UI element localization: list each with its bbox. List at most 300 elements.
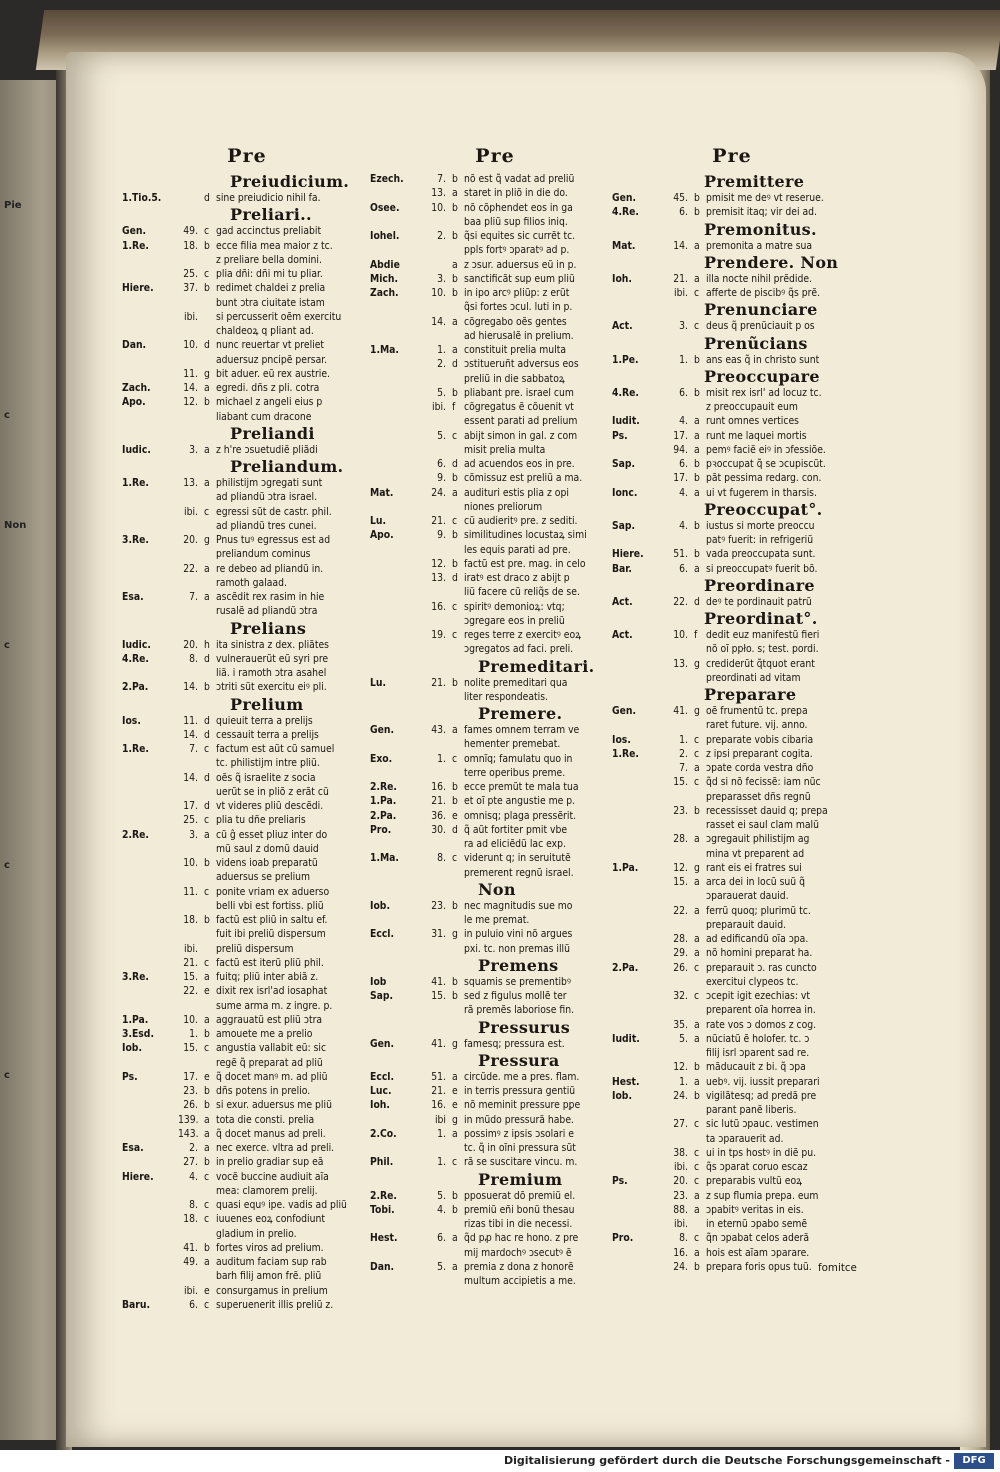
section-letter: b [694, 1260, 700, 1273]
section-letter: a [204, 1013, 210, 1026]
section-letter: c [694, 1175, 700, 1188]
chapter-number: 2. [437, 358, 446, 371]
chapter-number [178, 576, 204, 590]
chapter-number: 19. [431, 629, 446, 641]
book-reference: Eccl. [370, 928, 395, 941]
chapter-number: 2. [189, 1142, 198, 1154]
quotation-text: niones preliorum [464, 500, 543, 513]
book-reference [122, 1284, 178, 1298]
section-letter: a [204, 443, 210, 456]
section-letter: f [452, 401, 456, 413]
chapter-number: 6. [679, 206, 688, 219]
chapter-number: 35. [673, 1018, 688, 1031]
quotation-text: superuenerit illis preliũ z. [216, 1298, 334, 1311]
entry-heading: Preliandum. [230, 457, 344, 476]
book-reference [612, 471, 668, 485]
concordance-line [370, 1203, 620, 1217]
entry-heading: Non [478, 879, 516, 899]
chapter-number [178, 1227, 204, 1241]
book-reference [122, 547, 178, 561]
quotation-text: ɔtriti sũt exercitu eiꝰ pli. [216, 681, 327, 694]
section-letter: d [204, 728, 210, 741]
chapter-number: 12. [673, 861, 688, 874]
section-letter: c [694, 733, 700, 746]
book-reference [122, 813, 178, 827]
book-reference: Bar. [612, 562, 632, 575]
section-letter: c [694, 1146, 700, 1159]
concordance-line [122, 296, 372, 310]
quotation-text: tc. q̃ in oĩni pressura sũt [464, 1142, 576, 1154]
book-reference [612, 400, 668, 414]
section-letter [694, 889, 706, 903]
entry-heading: Preoccupare [704, 366, 820, 386]
quotation-text: preliandum cominus [216, 548, 311, 561]
chapter-number: 26. [183, 1099, 198, 1112]
quotation-text: preliũ in die sabbatoꝝ [464, 372, 565, 385]
quotation-text: ɔgregare eos in preliũ [464, 614, 565, 627]
section-letter: b [204, 396, 210, 409]
chapter-number [178, 191, 204, 205]
section-letter [204, 1184, 216, 1198]
section-letter: c [694, 1161, 700, 1173]
section-letter: a [204, 562, 210, 575]
section-letter [694, 1046, 706, 1060]
running-head: Pre [227, 145, 267, 167]
book-reference: Hest. [370, 1232, 398, 1245]
concordance-line [122, 856, 372, 870]
book-reference [370, 737, 426, 751]
section-letter: b [694, 192, 700, 204]
section-letter: a [452, 258, 458, 271]
book-reference [612, 671, 668, 685]
section-letter [452, 543, 464, 557]
section-letter [204, 942, 216, 956]
section-letter: a [204, 1113, 210, 1126]
concordance-line [370, 1141, 620, 1155]
book-reference: Abdie [370, 258, 400, 271]
section-letter: b [452, 201, 458, 214]
book-reference: 2.Co. [370, 1127, 397, 1140]
quotation-text: fortes viros ad prelium. [216, 1241, 324, 1254]
quotation-text: pemꝰ faciẽ eiꝰ in ɔfessiõe. [706, 443, 826, 456]
chapter-number [426, 942, 452, 956]
section-letter: b [694, 386, 700, 399]
section-letter: b [452, 173, 458, 185]
concordance-line [612, 562, 852, 576]
chapter-number: 6. [679, 386, 688, 399]
chapter-number [668, 1003, 694, 1017]
book-reference: Pro. [370, 823, 392, 836]
chapter-number: ibi. [184, 1284, 198, 1297]
concordance-line [612, 775, 852, 789]
section-letter: d [452, 823, 458, 836]
book-reference: Gen. [122, 225, 147, 238]
quotation-text: z sup flumia prepa. eum [706, 1189, 819, 1202]
chapter-number [426, 500, 452, 514]
chapter-number [178, 1269, 204, 1283]
chapter-number: 1. [437, 1127, 446, 1140]
book-reference [122, 870, 178, 884]
book-reference: Sap. [370, 990, 394, 1002]
chapter-number: 36. [431, 809, 446, 822]
section-letter: b [452, 557, 458, 570]
quotation-text: in ipo arcꝰ pliũp: z erũt [464, 287, 570, 299]
concordance-line [612, 1132, 852, 1146]
chapter-number [178, 842, 204, 856]
section-letter: b [452, 386, 458, 399]
concordance-line [122, 590, 372, 604]
section-letter [694, 642, 706, 656]
section-letter: c [204, 505, 210, 518]
concordance-line [370, 1113, 620, 1127]
concordance-line [612, 733, 852, 747]
book-reference [122, 899, 178, 913]
section-letter [204, 927, 216, 941]
section-letter: a [694, 429, 700, 442]
section-letter: a [694, 876, 700, 888]
section-letter: b [694, 472, 700, 485]
quotation-text: si preoccupatꝰ fuerit bõ. [706, 562, 818, 575]
book-reference [122, 253, 178, 267]
section-letter [204, 1269, 216, 1283]
concordance-line [612, 657, 852, 671]
quotation-text: nunc reuertar vt preliet [216, 339, 325, 352]
section-letter: d [204, 339, 210, 352]
book-reference [122, 666, 178, 680]
chapter-number: 88. [673, 1203, 688, 1216]
quotation-text: abijt simon in gal. z com [464, 429, 578, 442]
concordance-line [122, 1255, 372, 1269]
chapter-number [178, 547, 204, 561]
quotation-text: sine preiudicio nihil fa. [216, 192, 321, 204]
chapter-number: 17. [183, 1070, 198, 1083]
section-letter: c [204, 1298, 210, 1311]
concordance-line [122, 1170, 372, 1184]
quotation-text: fuitq; pliũ inter abiã z. [216, 971, 319, 983]
concordance-line [612, 628, 852, 642]
concordance-line [122, 1027, 372, 1041]
concordance-line [612, 1260, 852, 1274]
section-letter: c [694, 747, 700, 760]
chapter-number: 27. [183, 1156, 198, 1169]
section-letter: a [694, 239, 700, 252]
book-reference: 3.Re. [122, 534, 149, 546]
quotation-text: et oĩ pte angustie me p. [464, 795, 576, 808]
chapter-number [178, 999, 204, 1013]
book-reference [122, 728, 178, 742]
concordance-line [370, 258, 620, 272]
chapter-number: 4. [189, 1170, 198, 1183]
concordance-line [122, 638, 372, 652]
quotation-text: ɔpabitꝰ veritas in eis. [706, 1203, 804, 1216]
concordance-line [612, 818, 852, 832]
quotation-text: raret future. vij. anno. [706, 719, 808, 732]
quotation-text: mũ saul z domũ dauid [216, 842, 319, 855]
concordance-line [612, 861, 852, 875]
chapter-number: 41. [431, 1037, 446, 1050]
concordance-line [370, 942, 620, 956]
section-letter: b [204, 1085, 210, 1097]
quotation-text: belli vbi est fortiss. pliũ [216, 899, 324, 912]
concordance-line [612, 847, 852, 861]
chapter-number: ibi. [432, 401, 446, 413]
concordance-line [370, 690, 620, 704]
quotation-text: q̃s ɔparat coruo escaz [706, 1161, 808, 1173]
quotation-text: afferte de piscibꝰ q̃s prẽ. [706, 287, 821, 299]
book-reference: Esa. [122, 1142, 144, 1154]
concordance-line [370, 1070, 620, 1084]
concordance-line [612, 286, 852, 300]
quotation-text: rizas tibi in die necessi. [464, 1218, 573, 1230]
book-reference [612, 1217, 668, 1231]
quotation-text: ɔcepit igit ezechias: vt [706, 990, 810, 1002]
entry-heading: Prenunciare [704, 300, 818, 320]
quotation-text: pliabant pre. israel cum [464, 386, 574, 399]
quotation-text: pmisit me deꝰ vt reserue. [706, 192, 824, 204]
book-reference [612, 1060, 668, 1074]
section-letter [204, 310, 216, 324]
quotation-text: deus q̃ prenũciauit p os [706, 320, 815, 333]
section-letter [694, 400, 706, 414]
chapter-number [668, 642, 694, 656]
section-letter: a [694, 415, 700, 428]
section-letter [694, 790, 706, 804]
chapter-number: 9. [437, 529, 446, 542]
section-letter: a [204, 382, 210, 394]
section-letter [452, 443, 464, 457]
book-reference: Iudic. [122, 638, 151, 651]
concordance-line [612, 718, 852, 732]
quotation-text: baa pliũ sup filios iniq. [464, 215, 568, 228]
section-letter: d [204, 800, 210, 812]
concordance-line [612, 547, 852, 561]
section-letter: e [204, 1070, 210, 1083]
chapter-number: 3. [189, 828, 198, 841]
section-letter: a [694, 1189, 700, 1202]
book-reference: 1.Re. [612, 747, 639, 760]
book-reference [122, 1155, 178, 1169]
quotation-text: iuuenes eoꝝ confodiunt [216, 1213, 326, 1226]
book-reference [370, 1003, 426, 1017]
chapter-number: 22. [183, 985, 198, 998]
chapter-number: 20. [183, 534, 198, 546]
chapter-number [426, 543, 452, 557]
book-reference [122, 562, 178, 576]
concordance-line [370, 899, 620, 913]
concordance-line [612, 671, 852, 685]
book-reference [122, 1113, 178, 1127]
concordance-line [122, 652, 372, 666]
section-letter: b [452, 975, 458, 988]
quotation-text: consurgamus in prelium [216, 1284, 328, 1297]
book-reference [612, 1160, 668, 1174]
book-reference: Exo. [370, 752, 393, 765]
chapter-number: 18. [183, 914, 198, 926]
chapter-number: ibi. [674, 1161, 688, 1173]
chapter-number: 4. [437, 1203, 446, 1216]
book-reference [612, 1132, 668, 1146]
concordance-line [370, 585, 620, 599]
concordance-line [370, 543, 620, 557]
book-reference: 1.Ma. [370, 852, 399, 865]
chapter-number: ibi. [674, 1218, 688, 1230]
concordance-line [122, 1084, 372, 1098]
book-reference: Apo. [122, 396, 146, 409]
concordance-line [370, 429, 620, 443]
concordance-line [122, 239, 372, 253]
entry-heading: Preliari.. [230, 205, 312, 225]
book-reference [122, 267, 178, 281]
section-letter [694, 533, 706, 547]
concordance-line [370, 243, 620, 257]
chapter-number [426, 866, 452, 880]
section-letter: c [452, 429, 458, 442]
chapter-number: 7. [437, 173, 446, 185]
book-reference [122, 927, 178, 941]
quotation-text: sanctificãt sup eum pliũ [464, 272, 575, 285]
chapter-number: 30. [431, 823, 446, 836]
concordance-line [612, 1146, 852, 1160]
quotation-text: mina vt preparent ad [706, 847, 805, 860]
chapter-number: ibi. [184, 310, 198, 323]
section-letter [204, 353, 216, 367]
quotation-text: cõgregatus ẽ cõuenit vt [464, 401, 574, 413]
chapter-number: 7. [189, 591, 198, 603]
quotation-text: similitudines locustaꝝ simi [464, 529, 587, 542]
section-letter [452, 1246, 464, 1260]
quotation-text: q̃ docet manus ad preli. [216, 1127, 326, 1140]
section-letter: c [452, 1156, 458, 1169]
book-reference: 2.Pa. [612, 961, 639, 974]
section-letter [204, 410, 216, 424]
chapter-number: 21. [431, 515, 446, 527]
book-reference [612, 1146, 668, 1160]
concordance-line [122, 714, 372, 728]
quotation-text: in terris pressura gentiũ [464, 1085, 576, 1097]
book-reference [122, 1212, 178, 1226]
chapter-number: 15. [673, 776, 688, 789]
book-reference: Ios. [612, 733, 631, 746]
concordance-line [122, 562, 372, 576]
quotation-text: si exur. aduersus me pliũ [216, 1099, 332, 1112]
quotation-text: nõ meminit pressure pꝑe [464, 1099, 581, 1112]
quotation-text: tc. philistijm intre pliũ. [216, 757, 320, 770]
concordance-line [370, 780, 620, 794]
concordance-line [122, 885, 372, 899]
chapter-number: 1. [679, 1075, 688, 1088]
book-reference: Iob. [612, 1089, 632, 1102]
concordance-line [370, 1084, 620, 1098]
chapter-number: 15. [673, 876, 688, 888]
book-reference [122, 1127, 178, 1141]
quotation-text: ferrũ quoq; plurimũ tc. [706, 904, 811, 917]
concordance-line [122, 267, 372, 281]
quotation-text: q̃ docet manꝰ m. ad pliũ [216, 1070, 328, 1083]
book-reference: Iob [370, 975, 387, 988]
book-reference [122, 842, 178, 856]
chapter-number: 2. [437, 230, 446, 242]
chapter-number [668, 1132, 694, 1146]
book-reference: Zach. [122, 382, 151, 394]
chapter-number [178, 899, 204, 913]
book-reference [122, 956, 178, 970]
concordance-line [122, 680, 372, 694]
concordance-line [122, 395, 372, 409]
book-reference [122, 410, 178, 424]
chapter-number: 18. [183, 1213, 198, 1226]
quotation-text: preparauit ɔ. ras cuncto [706, 961, 817, 974]
section-letter: a [204, 477, 210, 489]
section-letter: a [694, 486, 700, 499]
book-reference [370, 942, 426, 956]
chapter-number: 3. [189, 443, 198, 456]
book-reference [122, 799, 178, 813]
concordance-line [122, 666, 372, 680]
section-letter [452, 766, 464, 780]
book-reference [370, 471, 426, 485]
chapter-number [178, 1184, 204, 1198]
concordance-line [370, 766, 620, 780]
chapter-number [178, 490, 204, 504]
book-reference: Ios. [122, 714, 141, 727]
quotation-text: exercitui clypeos tc. [706, 975, 799, 988]
book-reference [612, 761, 668, 775]
chapter-number: 13. [431, 187, 446, 200]
chapter-number: 7. [679, 762, 688, 774]
quotation-text: audituri estis plia z opi [464, 486, 569, 499]
book-reference [370, 215, 426, 229]
section-letter [694, 1003, 706, 1017]
entry-heading: Premonitus. [704, 219, 817, 239]
left-page-text: c [4, 640, 10, 651]
concordance-line [612, 414, 852, 428]
concordance-line [370, 851, 620, 865]
section-letter [204, 253, 216, 267]
chapter-number: 38. [673, 1146, 688, 1159]
chapter-number: 9. [437, 472, 446, 485]
book-reference: Hiere. [122, 282, 154, 295]
quotation-text: premerent regnũ israel. [464, 866, 574, 879]
quotation-text: viderunt q; in seruitutẽ [464, 852, 571, 865]
quotation-text: nec exerce. vltra ad preli. [216, 1142, 335, 1154]
chapter-number: 24. [673, 1260, 688, 1273]
book-reference [612, 847, 668, 861]
concordance-line [122, 956, 372, 970]
section-letter [452, 913, 464, 927]
section-letter [452, 1217, 464, 1231]
concordance-line [122, 353, 372, 367]
quotation-text: ascẽdit rex rasim in hie [216, 591, 325, 603]
quotation-text: sume arma m. z ingre. p. [216, 999, 333, 1012]
chapter-number: 29. [673, 947, 688, 960]
quotation-text: les equis parati ad pre. [464, 543, 571, 556]
quotation-text: rant eis ei fratres sui [706, 861, 802, 874]
concordance-line [612, 205, 852, 219]
book-reference: Luc. [370, 1085, 392, 1097]
quotation-text: premia z dona z honorẽ [464, 1260, 574, 1273]
concordance-line [612, 353, 852, 367]
entry-heading: Premium [478, 1169, 563, 1189]
concordance-line [370, 723, 620, 737]
chapter-number: 4. [679, 486, 688, 499]
concordance-line [370, 201, 620, 215]
section-letter [694, 818, 706, 832]
section-letter: b [452, 795, 458, 808]
book-reference [122, 1198, 178, 1212]
chapter-number: 25. [183, 814, 198, 827]
book-reference [370, 837, 426, 851]
section-letter: c [452, 600, 458, 613]
